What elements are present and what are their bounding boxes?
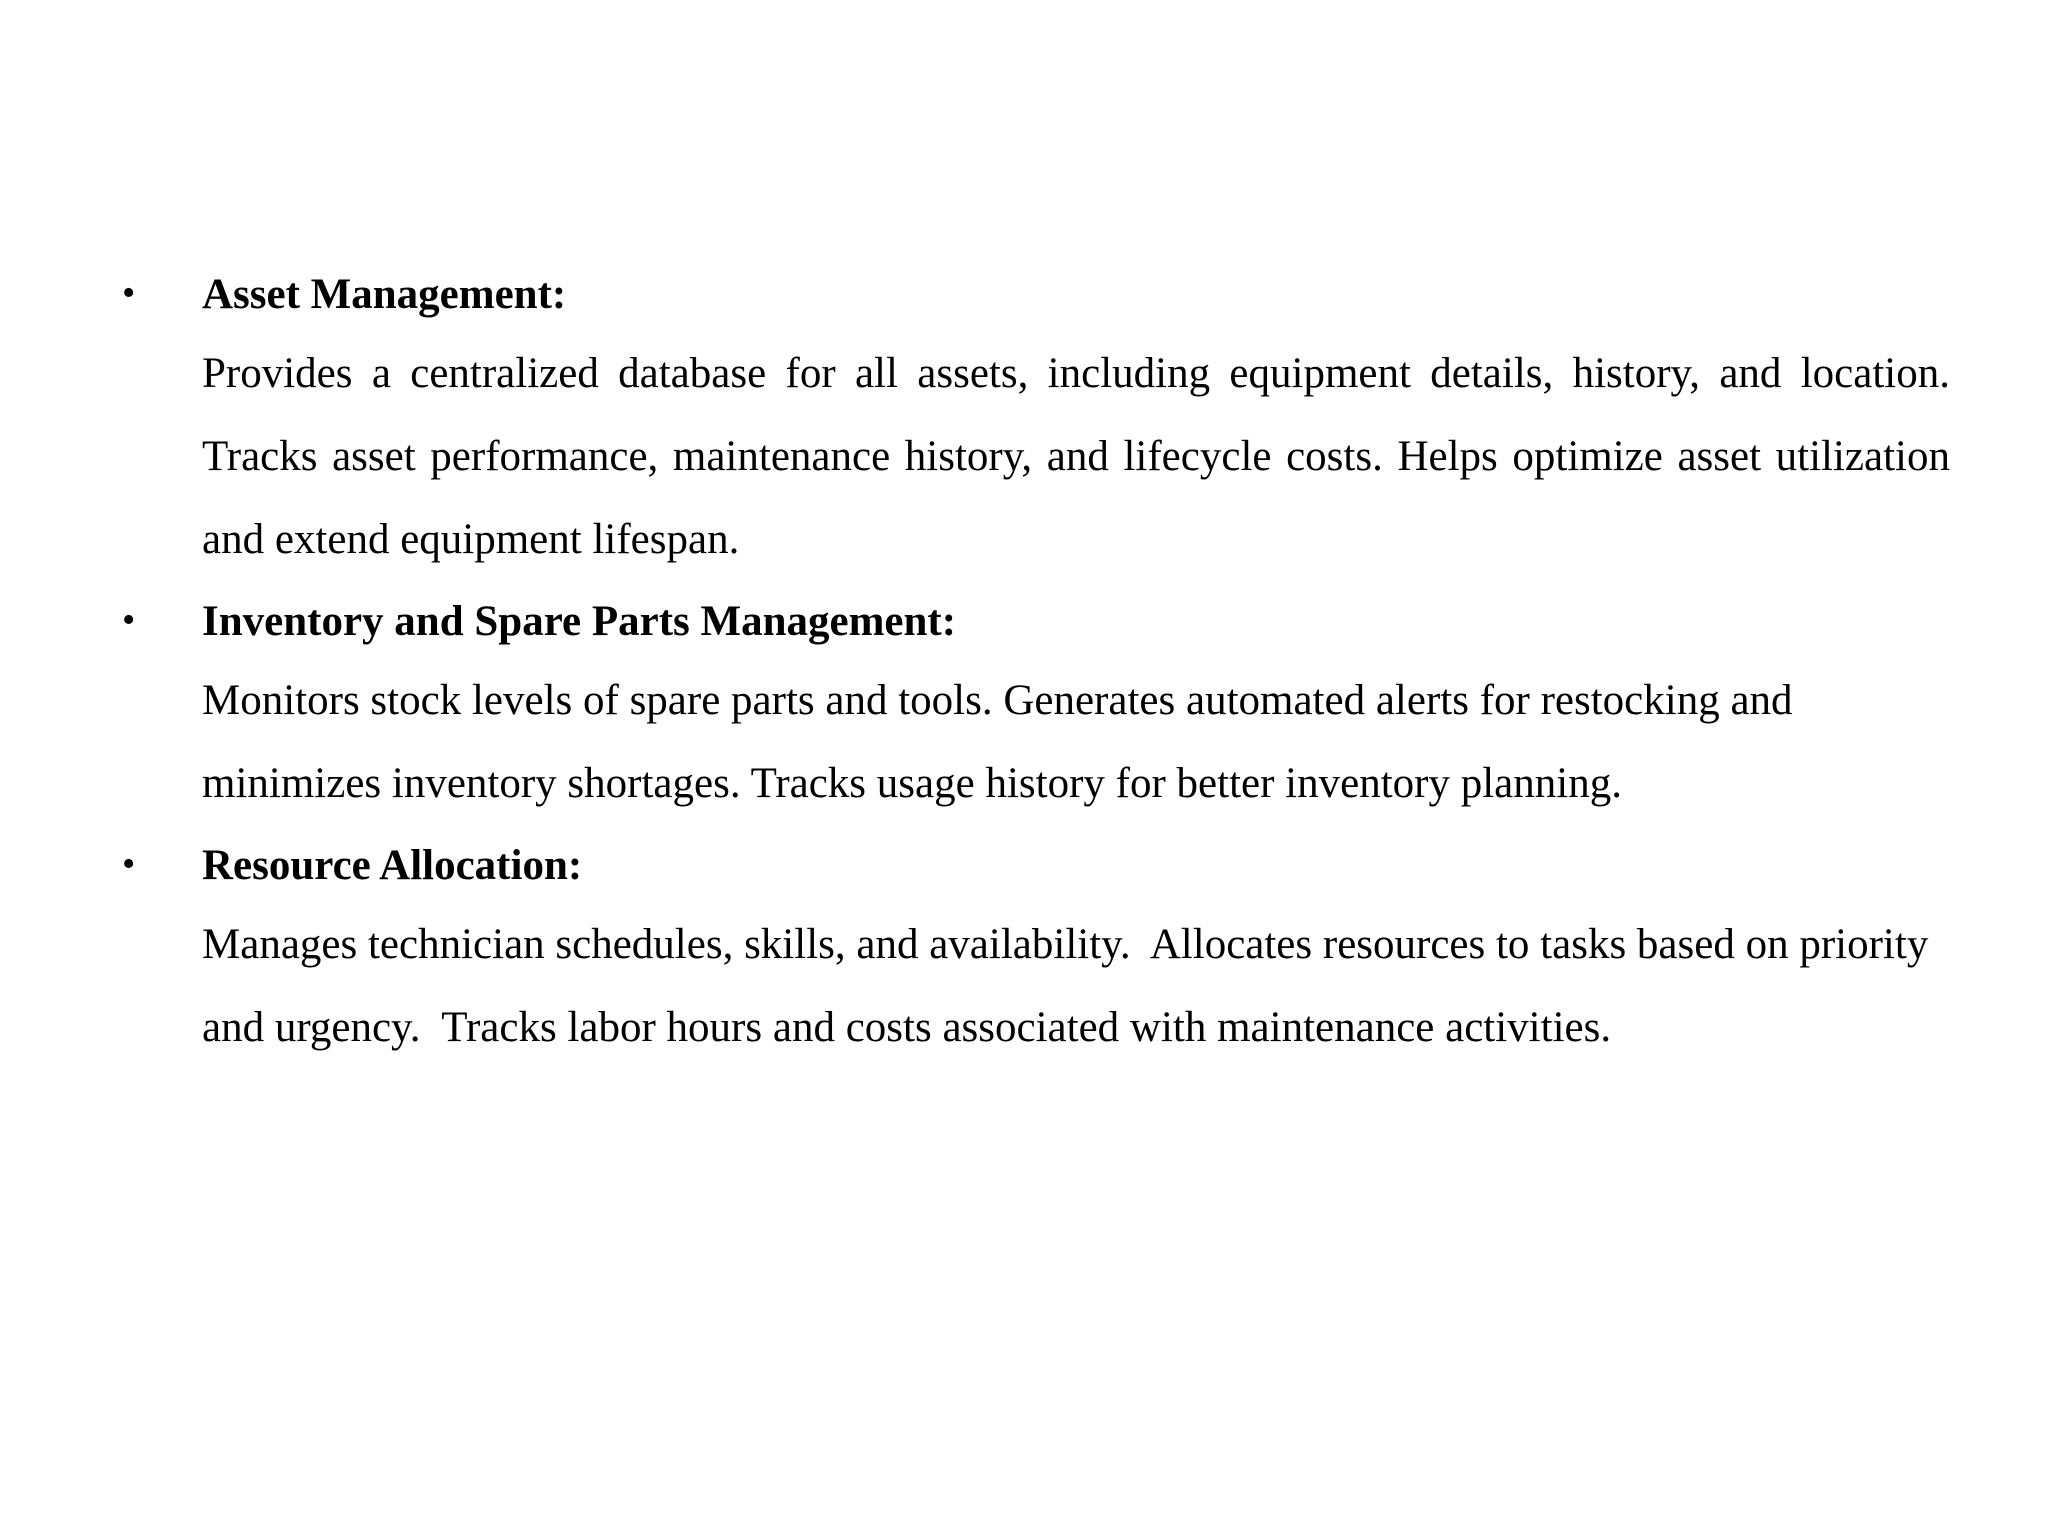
bullet-icon: • — [122, 272, 136, 314]
list-item-body: Manages technician schedules, skills, and availability. Allocates resources to tasks based on priority and urgency. Tracks labor hours and costs associated with maintenance activities. — [202, 921, 1940, 1051]
list-item-body: Provides a centralized database for all assets, including equipment details, history, and location. Tracks asset performance, maintenance history, and lifecycle costs. Helps optimize asset utilization and extend equipment lifespan. — [202, 350, 1950, 563]
list-item-body: Monitors stock levels of spare parts and tools. Generates automated alerts for restocking and minimizes inventory shortages. Tracks usage history for better inventory planning. — [202, 677, 1793, 807]
bullet-list — [122, 258, 1950, 1073]
heading-text: Inventory and Spare Parts Management: — [202, 598, 957, 645]
heading-text: Resource Allocation: — [202, 842, 583, 889]
bullet-icon: • — [122, 599, 136, 641]
list-item-heading — [122, 829, 1950, 903]
heading-text: Asset Management: — [202, 271, 567, 318]
list-item-heading — [122, 585, 1950, 659]
bullet-icon: • — [122, 843, 136, 885]
list-item-heading — [122, 258, 1950, 332]
